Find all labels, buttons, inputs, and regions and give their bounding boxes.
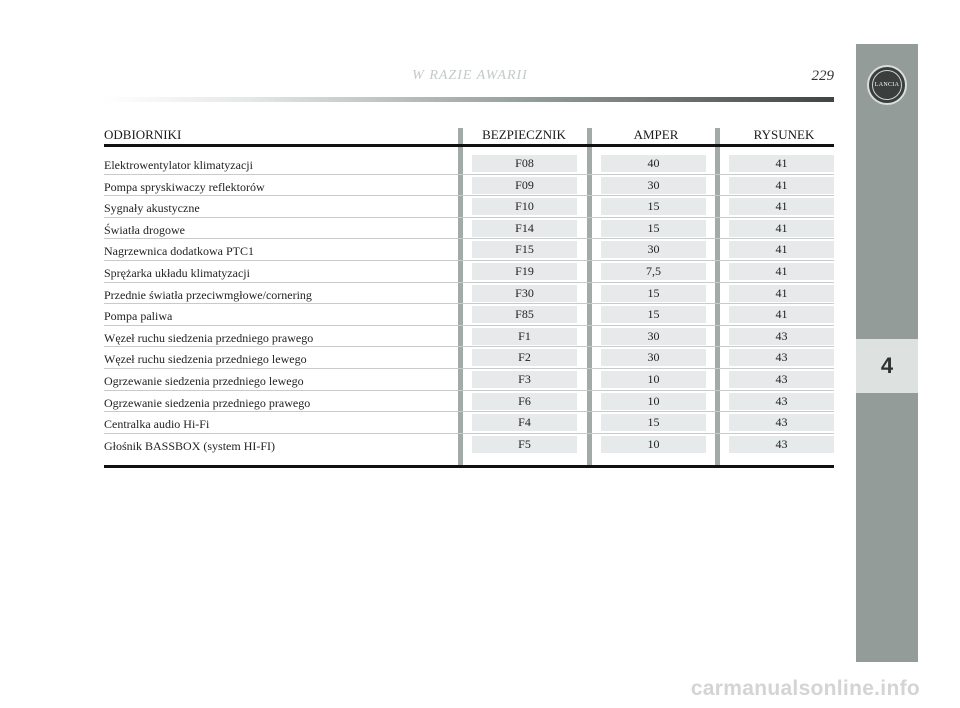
fuse-code: F30: [472, 285, 577, 302]
figure-number: 41: [729, 198, 834, 215]
receiver-name: Sprężarka układu klimatyzacji: [104, 265, 250, 280]
fuse-code: F19: [472, 263, 577, 280]
fuse-code: F09: [472, 177, 577, 194]
figure-number: 43: [729, 414, 834, 431]
figure-number: 43: [729, 349, 834, 366]
figure-number: 43: [729, 436, 834, 453]
figure-number: 41: [729, 263, 834, 280]
receiver-name: Pompa spryskiwaczy reflektorów: [104, 179, 265, 194]
page-number: 229: [811, 68, 834, 84]
table-bottom-rule: [104, 465, 834, 468]
fuse-code: F1: [472, 328, 577, 345]
ampere-value: 30: [601, 177, 706, 194]
fuse-code: F4: [472, 414, 577, 431]
receiver-name: Węzeł ruchu siedzenia przedniego lewego: [104, 352, 307, 367]
receiver-name: Centralka audio Hi-Fi: [104, 417, 210, 432]
chapter-number: 4: [856, 339, 918, 393]
watermark: carmanualsonline.info: [690, 677, 920, 700]
logo-text: LANCIA: [872, 70, 902, 100]
table-row: [104, 283, 834, 305]
ampere-value: 10: [601, 371, 706, 388]
ampere-value: 15: [601, 220, 706, 237]
figure-number: 43: [729, 371, 834, 388]
fuse-code: F10: [472, 198, 577, 215]
column-header-ampere: AMPER: [633, 127, 679, 142]
receiver-name: Ogrzewanie siedzenia przedniego lewego: [104, 373, 304, 388]
figure-number: 41: [729, 285, 834, 302]
figure-number: 43: [729, 393, 834, 410]
header-rule: [104, 97, 834, 102]
ampere-value: 10: [601, 393, 706, 410]
receiver-name: Sygnały akustyczne: [104, 201, 200, 216]
ampere-value: 15: [601, 306, 706, 323]
table-row: [104, 218, 834, 240]
fuse-code: F14: [472, 220, 577, 237]
receiver-name: Nagrzewnica dodatkowa PTC1: [104, 244, 254, 259]
column-header-fuse: BEZPIECZNIK: [482, 127, 566, 142]
fuse-code: F2: [472, 349, 577, 366]
receiver-name: Elektrowentylator klimatyzacji: [104, 158, 253, 172]
ampere-value: 7,5: [601, 263, 706, 280]
ampere-value: 30: [601, 328, 706, 345]
receiver-name: Ogrzewanie siedzenia przedniego prawego: [104, 395, 311, 410]
fuse-code: F85: [472, 306, 577, 323]
table-row: [104, 196, 834, 218]
figure-number: 41: [729, 220, 834, 237]
table-row: [104, 239, 834, 261]
fuse-code: F6: [472, 393, 577, 410]
fuse-code: F15: [472, 241, 577, 258]
ampere-value: 30: [601, 349, 706, 366]
lancia-logo-icon: [867, 65, 907, 105]
ampere-value: 40: [601, 155, 706, 172]
ampere-value: 10: [601, 436, 706, 453]
figure-number: 41: [729, 155, 834, 172]
table-row: [104, 434, 834, 456]
ampere-value: 15: [601, 285, 706, 302]
fuse-table-body: [104, 153, 834, 455]
ampere-value: 15: [601, 414, 706, 431]
table-row: [104, 153, 834, 175]
figure-number: 43: [729, 328, 834, 345]
receiver-name: Węzeł ruchu siedzenia przedniego prawego: [104, 330, 314, 345]
section-title: W RAZIE AWARII: [412, 68, 528, 83]
figure-number: 41: [729, 241, 834, 258]
column-header-figure: RYSUNEK: [753, 127, 815, 142]
column-header-receivers: ODBIORNIKI: [104, 127, 182, 142]
fuse-code: F08: [472, 155, 577, 172]
receiver-name: Pompa paliwa: [104, 309, 173, 324]
table-row: [104, 175, 834, 197]
table-row: [104, 326, 834, 348]
table-top-rule: [104, 144, 834, 147]
figure-number: 41: [729, 306, 834, 323]
receiver-name: Światła drogowe: [104, 222, 185, 237]
receiver-name: Przednie światła przeciwmgłowe/cornering: [104, 287, 312, 302]
ampere-value: 30: [601, 241, 706, 258]
figure-number: 41: [729, 177, 834, 194]
ampere-value: 15: [601, 198, 706, 215]
table-row: [104, 347, 834, 369]
fuse-code: F3: [472, 371, 577, 388]
table-row: [104, 412, 834, 434]
fuse-code: F5: [472, 436, 577, 453]
table-row: [104, 369, 834, 391]
receiver-name: Głośnik BASSBOX (system HI-FI): [104, 438, 276, 453]
table-row: [104, 304, 834, 326]
table-row: [104, 391, 834, 413]
table-row: [104, 261, 834, 283]
